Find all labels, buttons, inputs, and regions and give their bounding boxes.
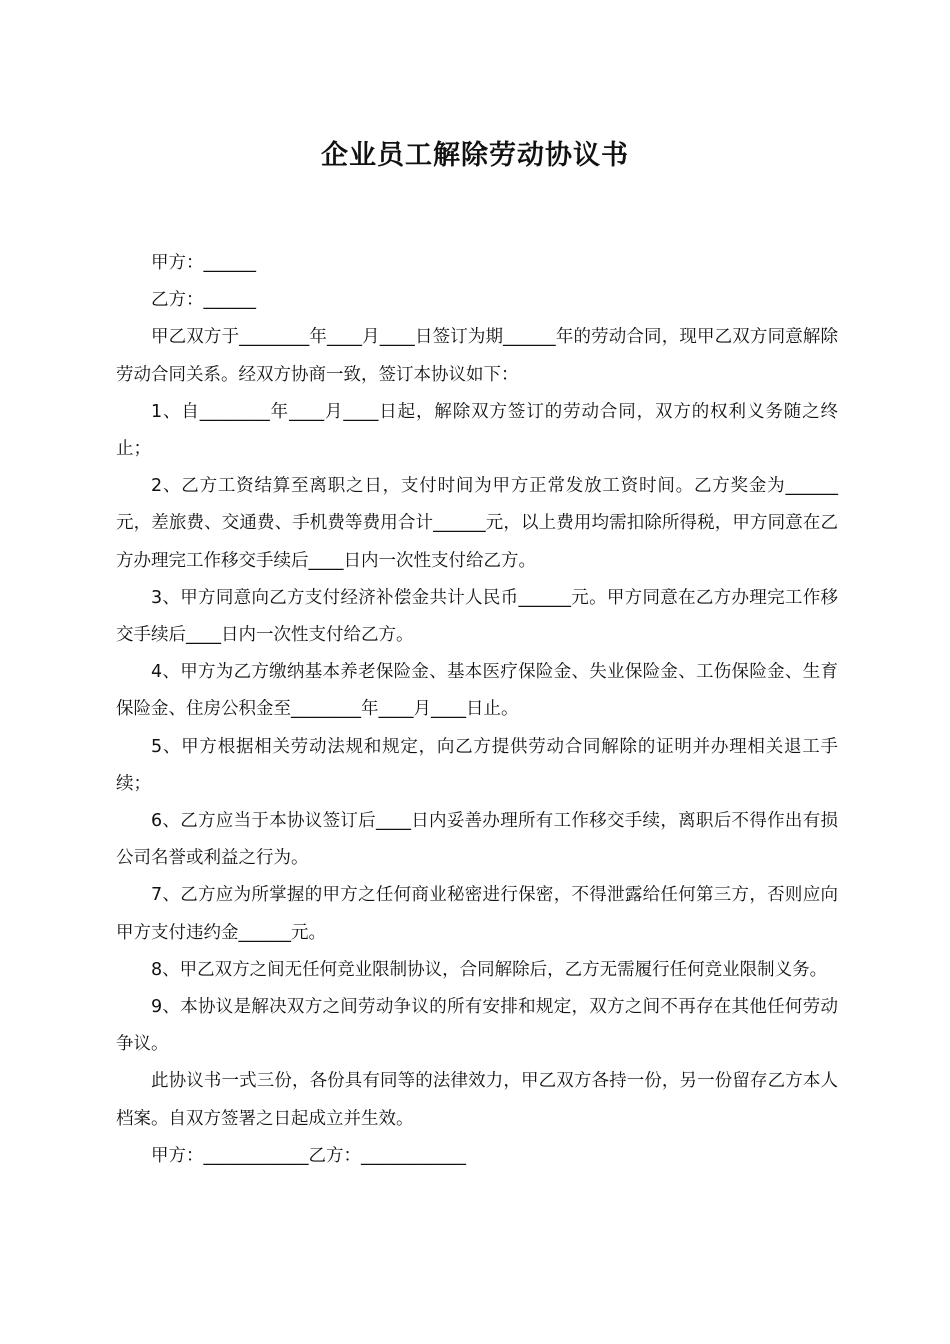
party-b-line: 乙方：______ <box>151 290 256 311</box>
clause-6: 6、乙方应当于本协议签订后____日内妥善办理所有工作移交手续，离职后不得作出有损公司名誉或利益之行为。 <box>116 811 838 869</box>
document-title: 企业员工解除劳动协议书 <box>321 140 629 171</box>
clause-3: 3、甲方同意向乙方支付经济补偿金共计人民币______元。甲方同意在乙方办理完工作移交手续后____日内一次性支付给乙方。 <box>116 587 838 646</box>
signature-party-b: 乙方：____________ <box>308 1145 466 1166</box>
document-body <box>116 245 838 1175</box>
clause-1: 1、自________年____月____日起，解除双方签订的劳动合同，双方的权利义务随之终止； <box>116 401 838 460</box>
closing-paragraph: 此协议书一式三份，各份具有同等的法律效力，甲乙双方各持一份，另一份留存乙方本人档案。自双方签署之日起成立并生效。 <box>116 1071 838 1129</box>
clause-7: 7、乙方应为所掌握的甲方之任何商业秘密进行保密，不得泄露给任何第三方，否则应向甲方支付违约金______元。 <box>116 885 838 943</box>
signature-party-a: 甲方：____________ <box>151 1145 309 1166</box>
clause-5: 5、甲方根据相关劳动法规和规定，向乙方提供劳动合同解除的证明并办理相关退工手续； <box>116 736 838 794</box>
clause-9: 9、本协议是解决双方之间劳动争议的所有安排和规定，双方之间不再存在其他任何劳动争议。 <box>116 997 838 1055</box>
clause-4: 4、甲方为乙方缴纳基本养老保险金、基本医疗保险金、失业保险金、工伤保险金、生育保险金、住房公积金至________年____月____日止。 <box>116 662 838 720</box>
intro-paragraph: 甲乙双方于________年____月____日签订为期______年的劳动合同，现甲乙双方同意解除劳动合同关系。经双方协商一致，签订本协议如下： <box>116 327 838 385</box>
clause-2: 2、乙方工资结算至离职之日，支付时间为甲方正常发放工资时间。乙方奖金为______元，差旅费、交通费、手机费等费用合计______元，以上费用均需扣除所得税，甲方同意在乙方办理完工作移交手续后____日内一次性支付给乙方。 <box>116 476 838 571</box>
clause-8: 8、甲乙双方之间无任何竞业限制协议，合同解除后，乙方无需履行任何竞业限制义务。 <box>151 959 828 980</box>
signature-line <box>116 1138 838 1175</box>
party-a-line: 甲方：______ <box>151 253 256 273</box>
